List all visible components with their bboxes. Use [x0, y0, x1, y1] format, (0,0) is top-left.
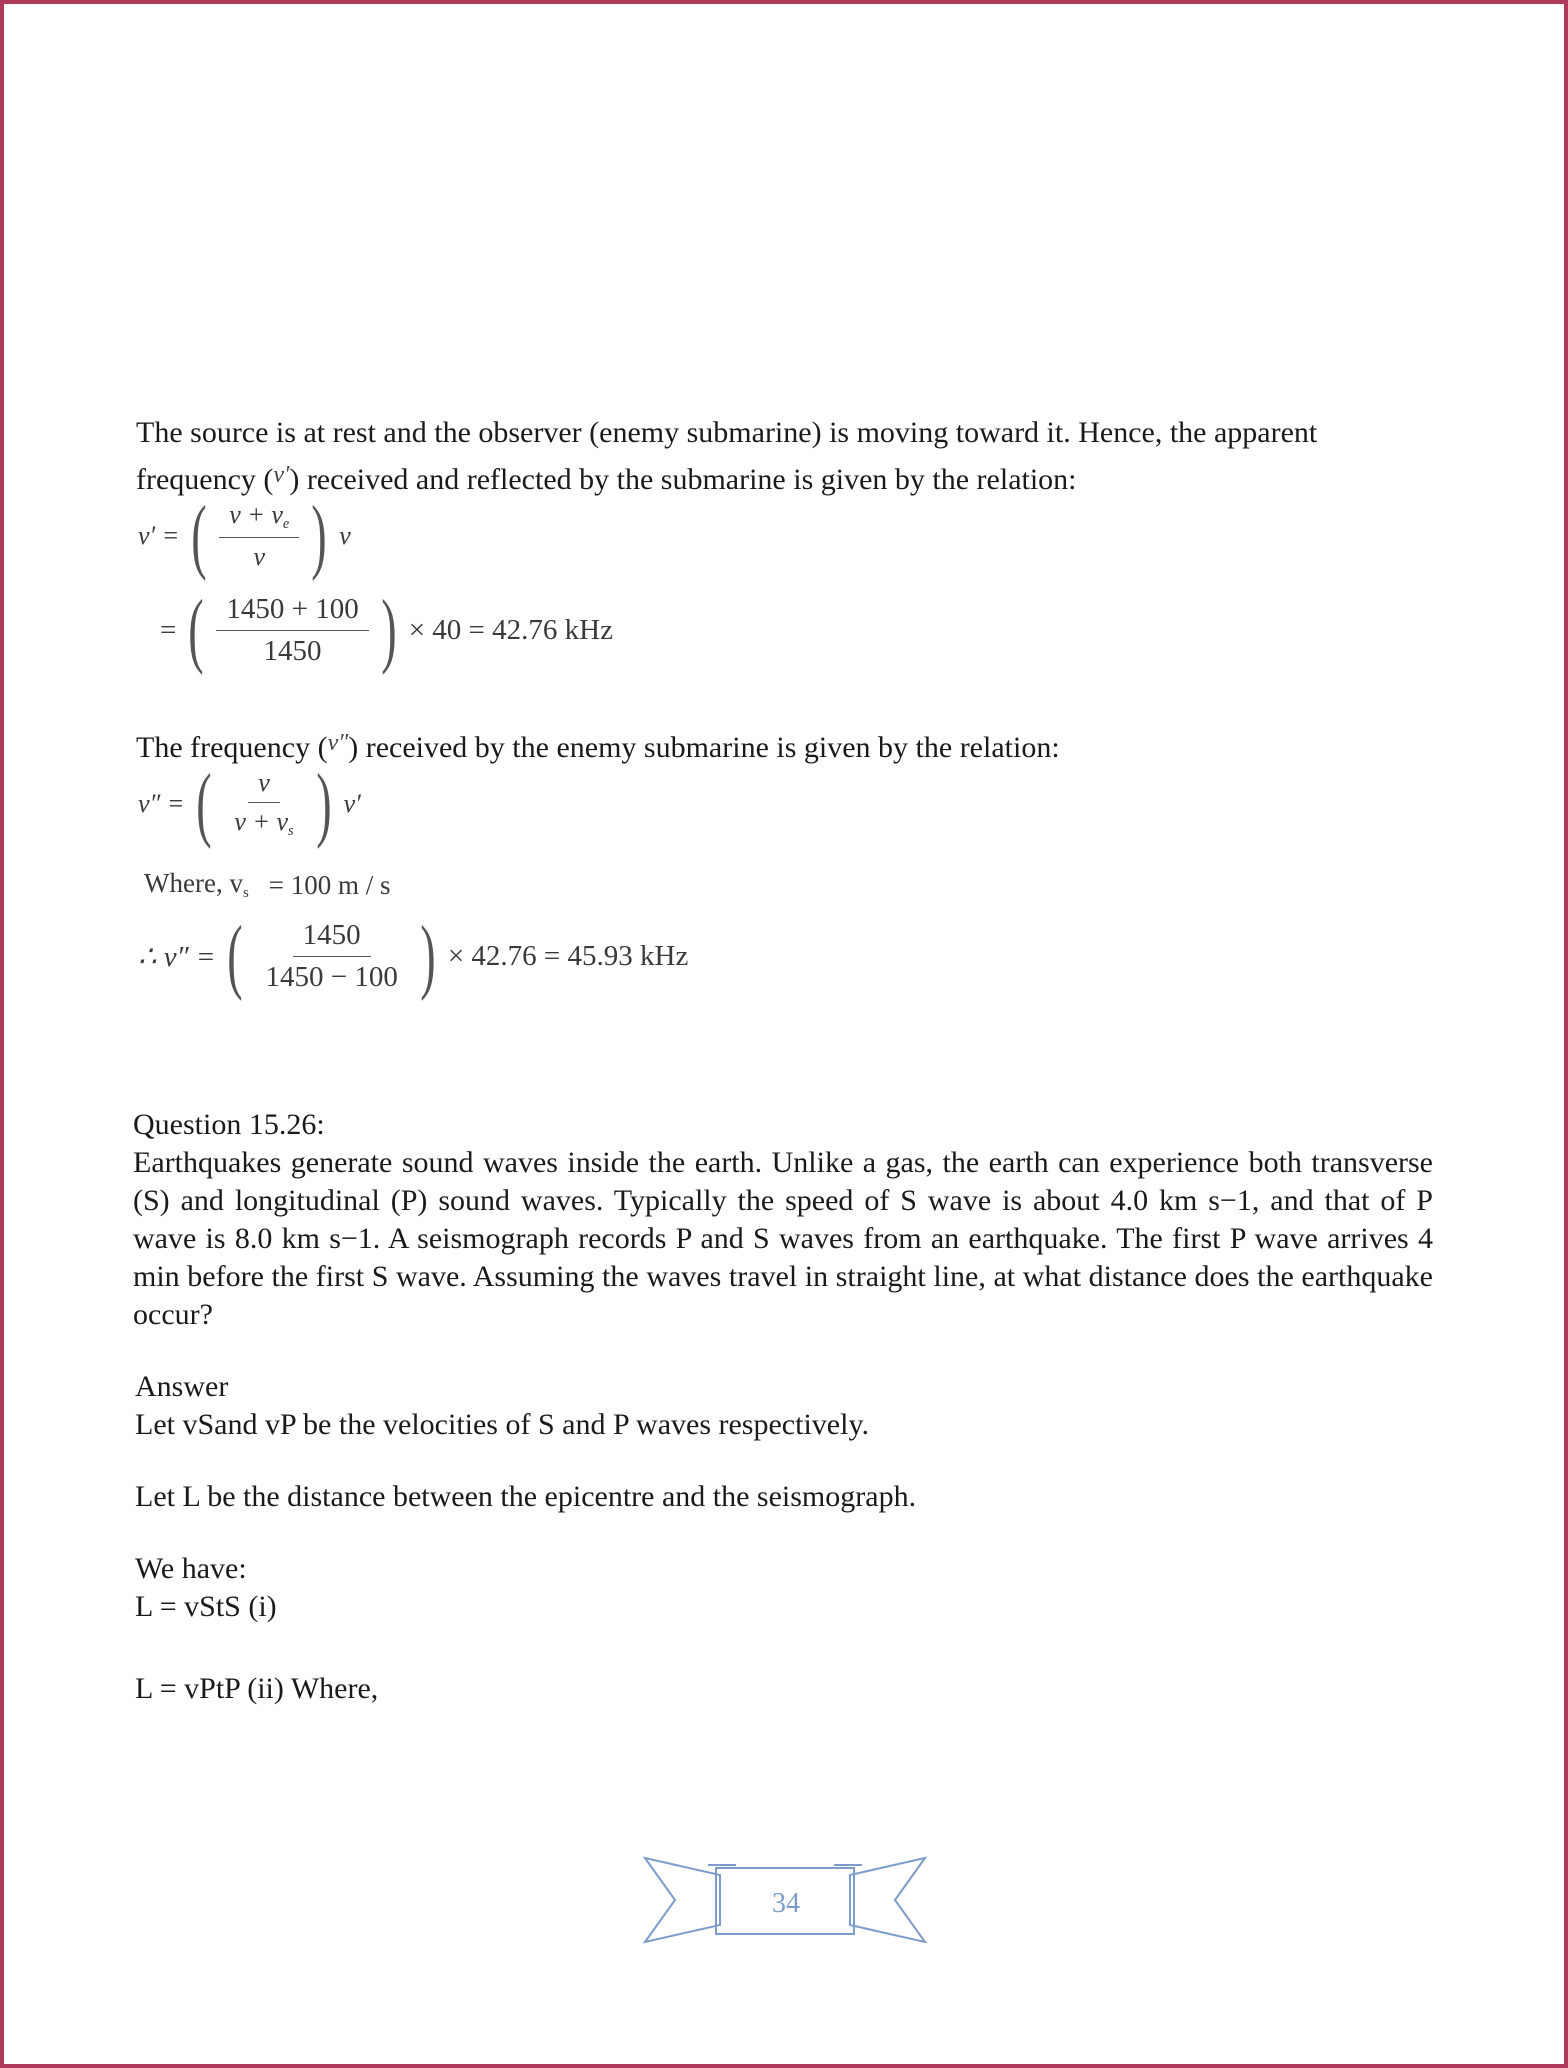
equation-3: ν″ = ( $\frac{v}{v + vs}$ ) ν′ — [138, 757, 361, 850]
intro-line-1: The source is at rest and the observer (enemy submarine) is moving toward it. Hence, the apparent — [136, 416, 1318, 449]
answer-line-distance: Let L be the distance between the epicentre and the seismograph. — [135, 1480, 917, 1513]
equation-4: ∴ ν″ = ( $\frac{1450}{1450 - 100}$ ) × 42.76 = 45.93 kHz — [138, 909, 689, 1002]
page-number: 34 — [772, 1888, 800, 1919]
second-relation-text: The frequency ($^{\nu''}$) received by the enemy submarine is given by the relation: — [136, 730, 1060, 765]
equation-1: ν′ = ( $\frac{v + ve}{v}$ ) ν — [138, 489, 351, 582]
answer-we-have: We have: — [135, 1552, 247, 1585]
where-vs: Where, vs = 100 m / s — [144, 868, 391, 902]
answer-equation-i: L = vStS (i) — [135, 1590, 277, 1623]
intro-line-2: frequency ($^{\nu'}$) received and reflected by the submarine is given by the relation: — [136, 462, 1077, 497]
answer-equation-ii: L = vPtP (ii) Where, — [135, 1672, 379, 1705]
question-title: Question 15.26: — [133, 1108, 325, 1141]
equation-2: = ( $\frac{1450 + 100}{1450}$ ) × 40 = 42.76 kHz — [160, 583, 613, 676]
question-body: Earthquakes generate sound waves inside the earth. Unlike a gas, the earth can experience both transverse (S) and longitudinal (P) sound waves. Typically the speed of S wave is about 4.0 km s−1, and that of P wave is 8.0 km s−1. A seismograph records P and S waves from an earthquake. The first P wave arrives 4 min before the first S wave. Assuming the waves travel in straight line, at what distance does the earthquake occur? — [133, 1146, 1433, 1331]
answer-line-velocities: Let vSand vP be the velocities of S and P waves respectively. — [135, 1408, 869, 1441]
answer-label: Answer — [135, 1370, 229, 1403]
